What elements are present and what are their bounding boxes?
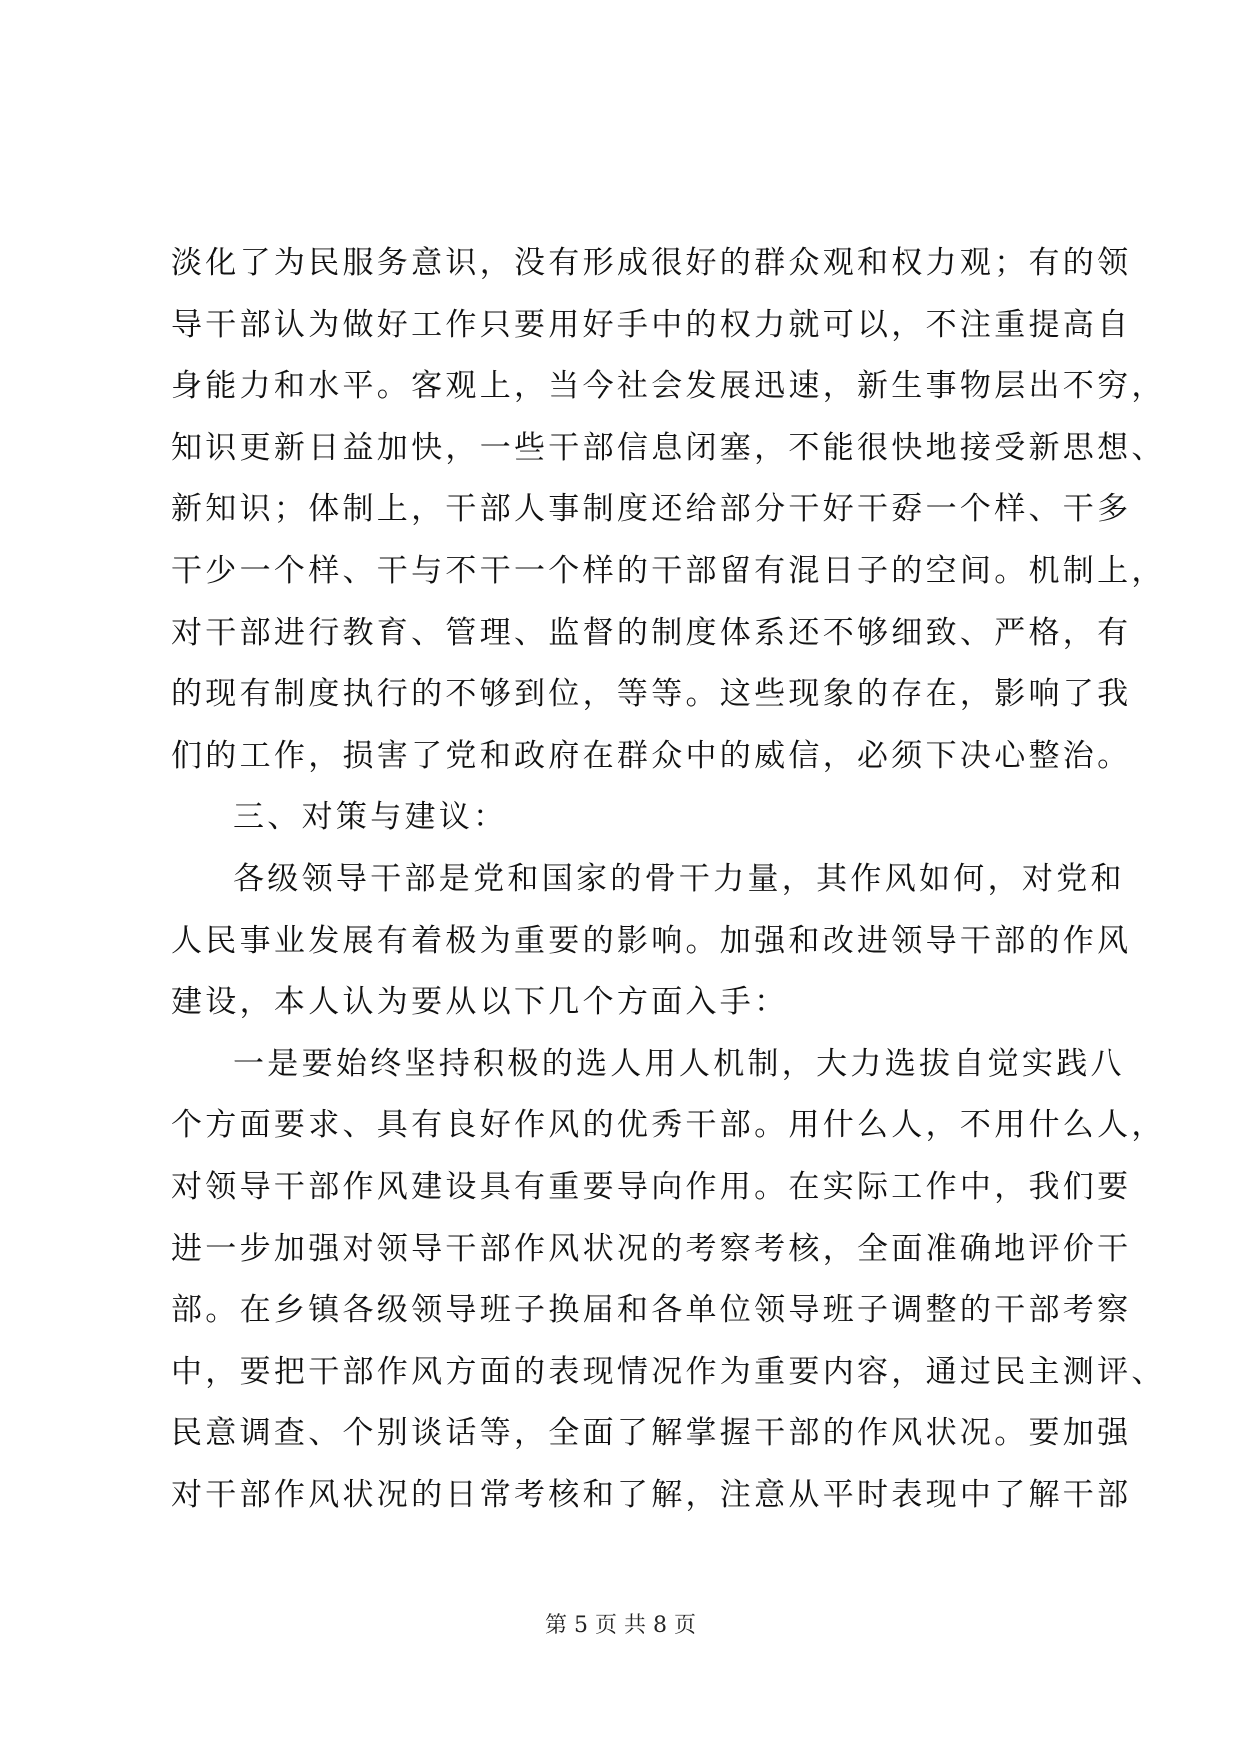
text-line: 三、对策与建议： xyxy=(233,799,508,836)
text-line: 身能力和水平。客观上，当今社会发展迅速，新生事物层出不穷， xyxy=(171,368,1166,405)
text-line: 对干部作风状况的日常考核和了解，注意从平时表现中了解干部 xyxy=(171,1476,1132,1513)
text-line: 个方面要求、具有良好作风的优秀干部。用什么人，不用什么人， xyxy=(171,1107,1166,1144)
text-line: 部。在乡镇各级领导班子换届和各单位领导班子调整的干部考察 xyxy=(171,1292,1132,1329)
text-line: 新知识；体制上，干部人事制度还给部分干好干孬一个样、干多 xyxy=(171,491,1132,528)
text-line: 一是要始终坚持积极的选人用人机制，大力选拔自觉实践八 xyxy=(233,1045,1125,1082)
body-text xyxy=(171,233,1166,1526)
text-line: 中，要把干部作风方面的表现情况作为重要内容，通过民主测评、 xyxy=(171,1353,1166,1390)
text-line: 人民事业发展有着极为重要的影响。加强和改进领导干部的作风 xyxy=(171,922,1132,959)
text-line: 对干部进行教育、管理、监督的制度体系还不够细致、严格，有 xyxy=(171,614,1132,651)
text-line: 对领导干部作风建设具有重要导向作用。在实际工作中，我们要 xyxy=(171,1168,1132,1205)
text-line: 建设，本人认为要从以下几个方面入手： xyxy=(171,984,789,1021)
text-line: 导干部认为做好工作只要用好手中的权力就可以，不注重提高自 xyxy=(171,306,1132,343)
text-line: 进一步加强对领导干部作风状况的考察考核，全面准确地评价干 xyxy=(171,1230,1132,1267)
text-line: 的现有制度执行的不够到位，等等。这些现象的存在，影响了我 xyxy=(171,676,1132,713)
text-line: 干少一个样、干与不干一个样的干部留有混日子的空间。机制上， xyxy=(171,552,1166,589)
text-line: 们的工作，损害了党和政府在群众中的威信，必须下决心整治。 xyxy=(171,737,1132,774)
text-line: 知识更新日益加快，一些干部信息闭塞，不能很快地接受新思想、 xyxy=(171,429,1166,466)
text-line: 民意调查、个别谈话等，全面了解掌握干部的作风状况。要加强 xyxy=(171,1415,1132,1452)
text-line: 淡化了为民服务意识，没有形成很好的群众观和权力观；有的领 xyxy=(171,245,1132,281)
page-footer: 第 5 页 共 8 页 xyxy=(545,1613,696,1638)
text-line: 各级领导干部是党和国家的骨干力量，其作风如何，对党和 xyxy=(233,860,1125,897)
